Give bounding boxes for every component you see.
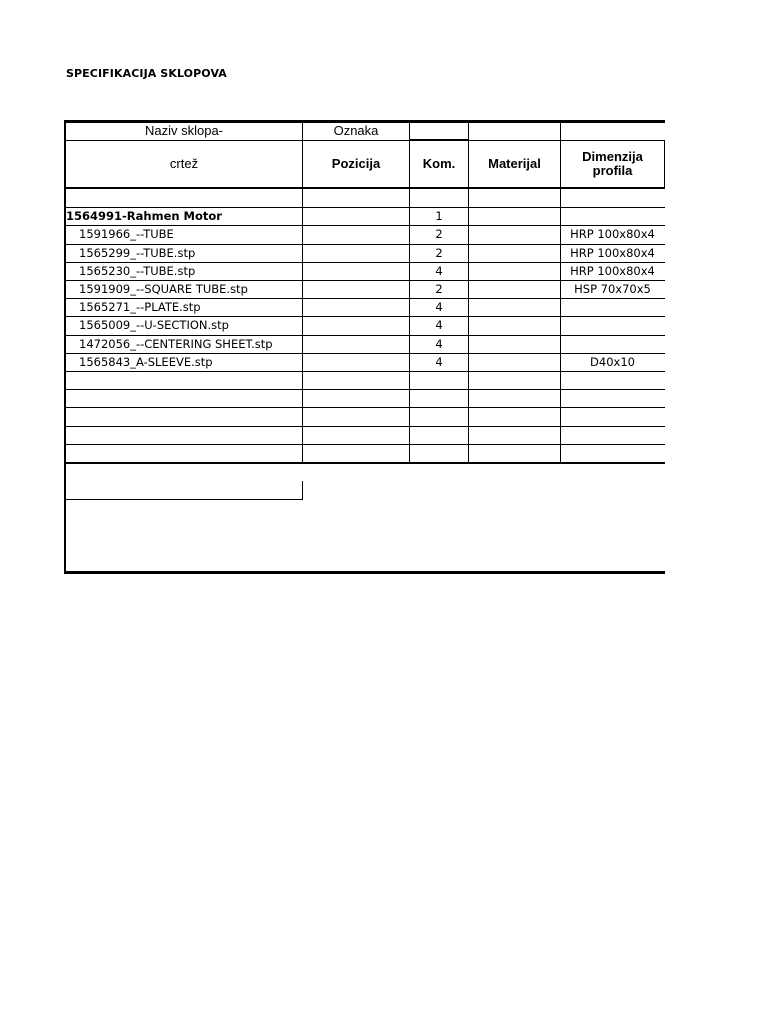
table-cell-kom: 2 [435,246,443,260]
table-cell-dimenzija: HRP 100x80x4 [570,246,655,260]
row-line [64,298,665,299]
row-line [64,244,665,245]
table-cell-kom: 2 [435,282,443,296]
table-cell-kom: 4 [435,337,443,351]
table-cell-name: 1565230_--TUBE.stp [79,264,196,278]
table-cell-name: 1591909_--SQUARE TUBE.stp [79,282,248,296]
row-line [64,462,665,463]
col-line-3 [468,120,469,463]
row-line [64,426,665,427]
header-kom: Kom. [422,156,456,171]
table-cell-dimenzija: HRP 100x80x4 [570,264,655,278]
table-cell-dimenzija: HRP 100x80x4 [570,227,655,241]
table-cell-name: 1565271_--PLATE.stp [79,300,201,314]
table-cell-kom: 2 [435,227,443,241]
row-line [64,262,665,263]
document-title: SPECIFIKACIJA SKLOPOVA [66,67,227,80]
table-cell-name: 1565843_A-SLEEVE.stp [79,355,213,369]
row-line [64,353,665,354]
table-cell-kom: 4 [435,318,443,332]
table-cell-name: 1564991-Rahmen Motor [66,209,222,223]
header-crtez: crtež [169,156,199,171]
col-line-5 [664,140,665,188]
table-cell-name: 1565009_--U-SECTION.stp [79,318,229,332]
header-line-2 [64,187,665,189]
row-line [64,407,665,408]
row-line [64,371,665,372]
table-cell-dimenzija: D40x10 [590,355,635,369]
table-cell-kom: 4 [435,300,443,314]
header-line-1 [64,140,665,141]
row-line [64,280,665,281]
table-cell-name: 1591966_--TUBE [79,227,174,241]
table-cell-kom: 4 [435,355,443,369]
table-cell-kom: 4 [435,264,443,278]
header-naziv: Naziv sklopa- [144,123,224,138]
row-line [64,316,665,317]
table-cell-name: 1472056_--CENTERING SHEET.stp [79,337,273,351]
header-dimenzija: Dimenzija [582,149,643,164]
header-oznaka: Oznaka [333,123,379,138]
row-line [64,389,665,390]
row-line [64,335,665,336]
table-cell-kom: 1 [435,209,443,223]
table-cell-name: 1565299_--TUBE.stp [79,246,196,260]
footer-box-bottom [64,499,303,500]
table-cell-dimenzija: HSP 70x70x5 [574,282,651,296]
row-line [64,225,665,226]
row-line [64,444,665,445]
specification-table [64,120,665,574]
header-profila: profila [592,163,633,178]
footer-box-right [302,481,303,500]
header-materijal: Materijal [488,156,541,171]
header-thick-under-blank [409,139,468,141]
table-border-bottom [64,571,665,574]
row-line [64,207,665,208]
header-pozicija: Pozicija [331,156,381,171]
